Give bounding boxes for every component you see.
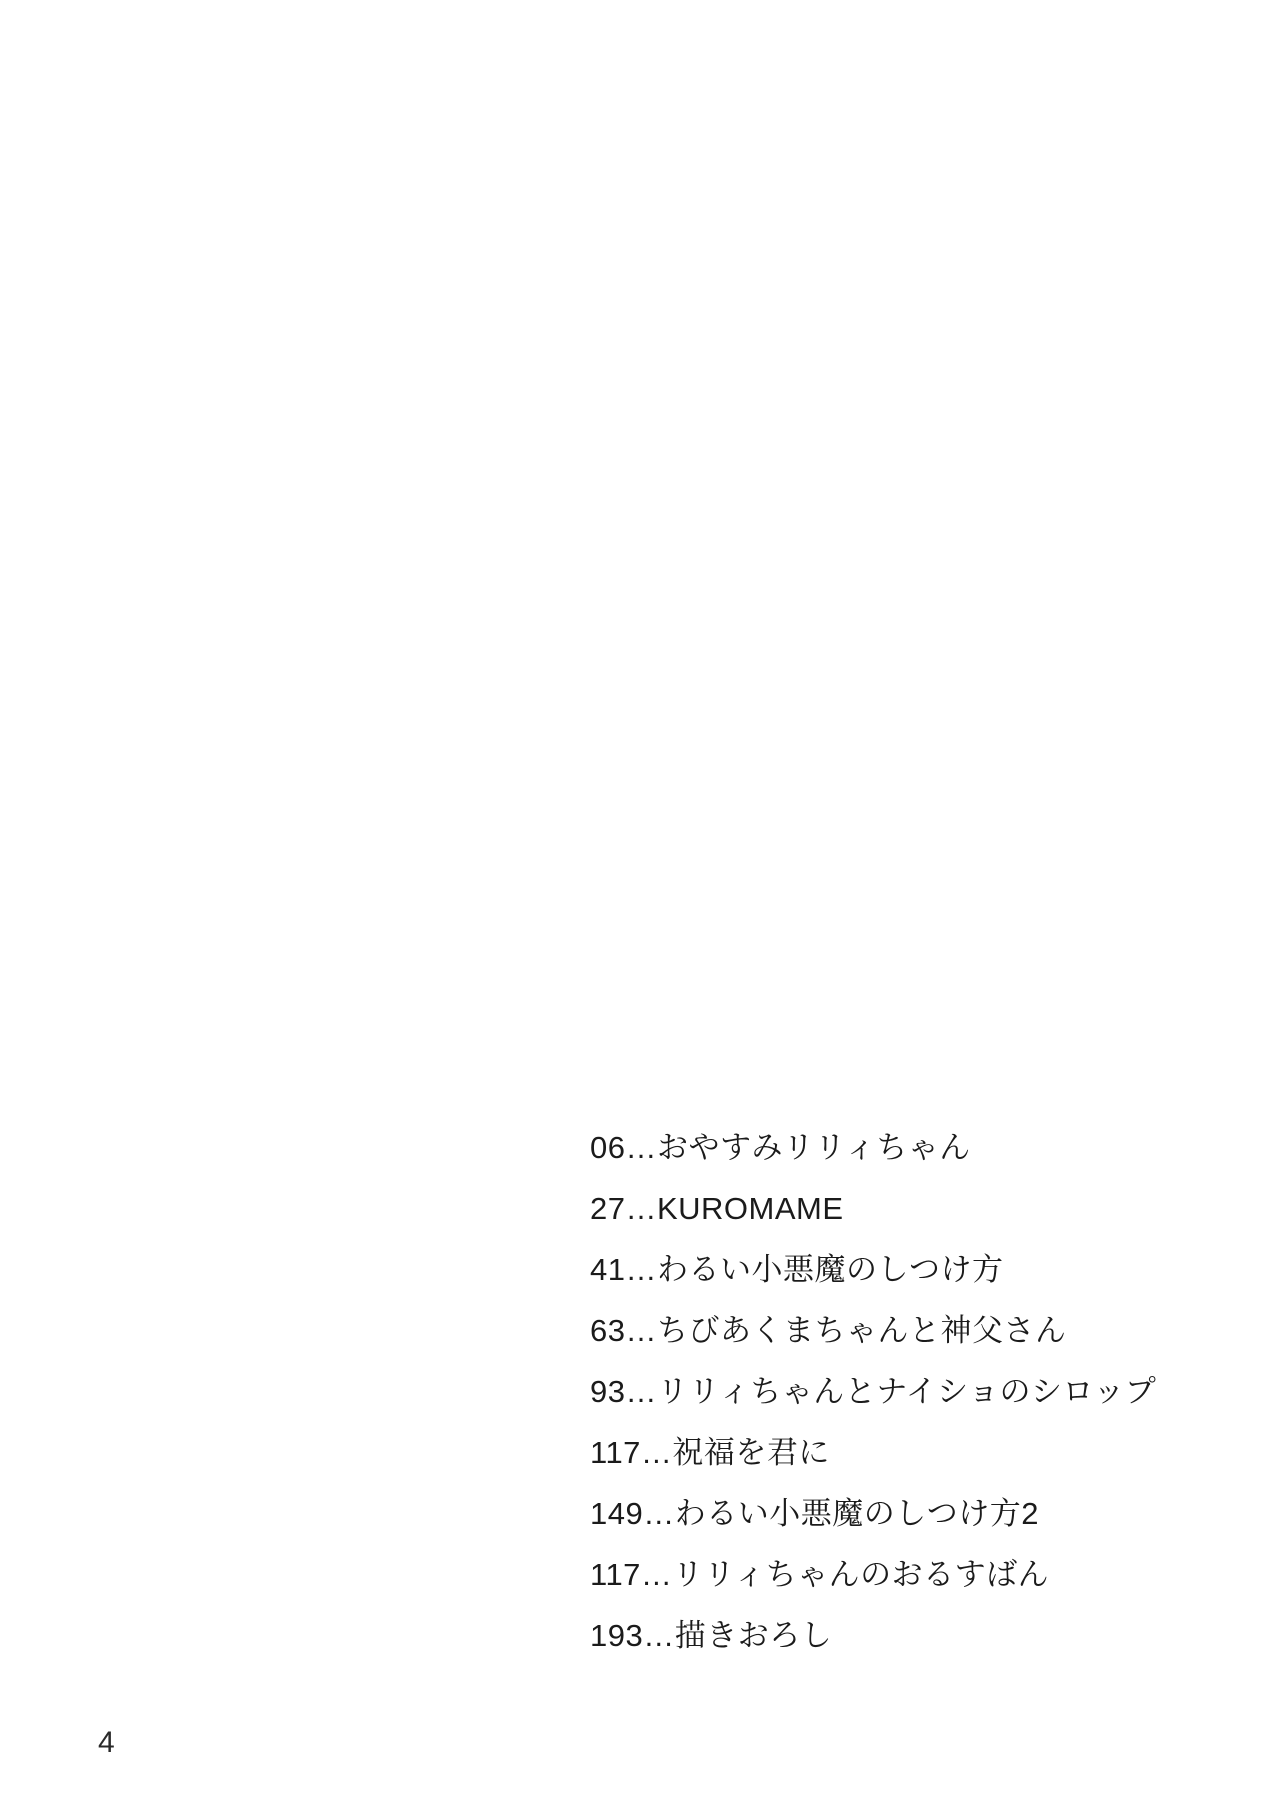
page-number: 4	[98, 1726, 115, 1759]
toc-entry: 41…わるい小悪魔のしつけ方	[590, 1252, 1004, 1287]
toc-entry: 93…リリィちゃんとナイショのシロップ	[590, 1374, 1157, 1409]
toc-entry: 06…おやすみリリィちゃん	[590, 1130, 971, 1165]
toc-entry: 193…描きおろし	[590, 1618, 833, 1653]
toc-entry: 117…リリィちゃんのおるすばん	[590, 1557, 1050, 1592]
toc-entry: 27…KUROMAME	[590, 1191, 844, 1226]
table-of-contents	[590, 1117, 1156, 1666]
toc-entry: 117…祝福を君に	[590, 1435, 830, 1470]
toc-entry: 63…ちびあくまちゃんと神父さん	[590, 1313, 1067, 1348]
toc-entry: 149…わるい小悪魔のしつけ方2	[590, 1496, 1039, 1531]
